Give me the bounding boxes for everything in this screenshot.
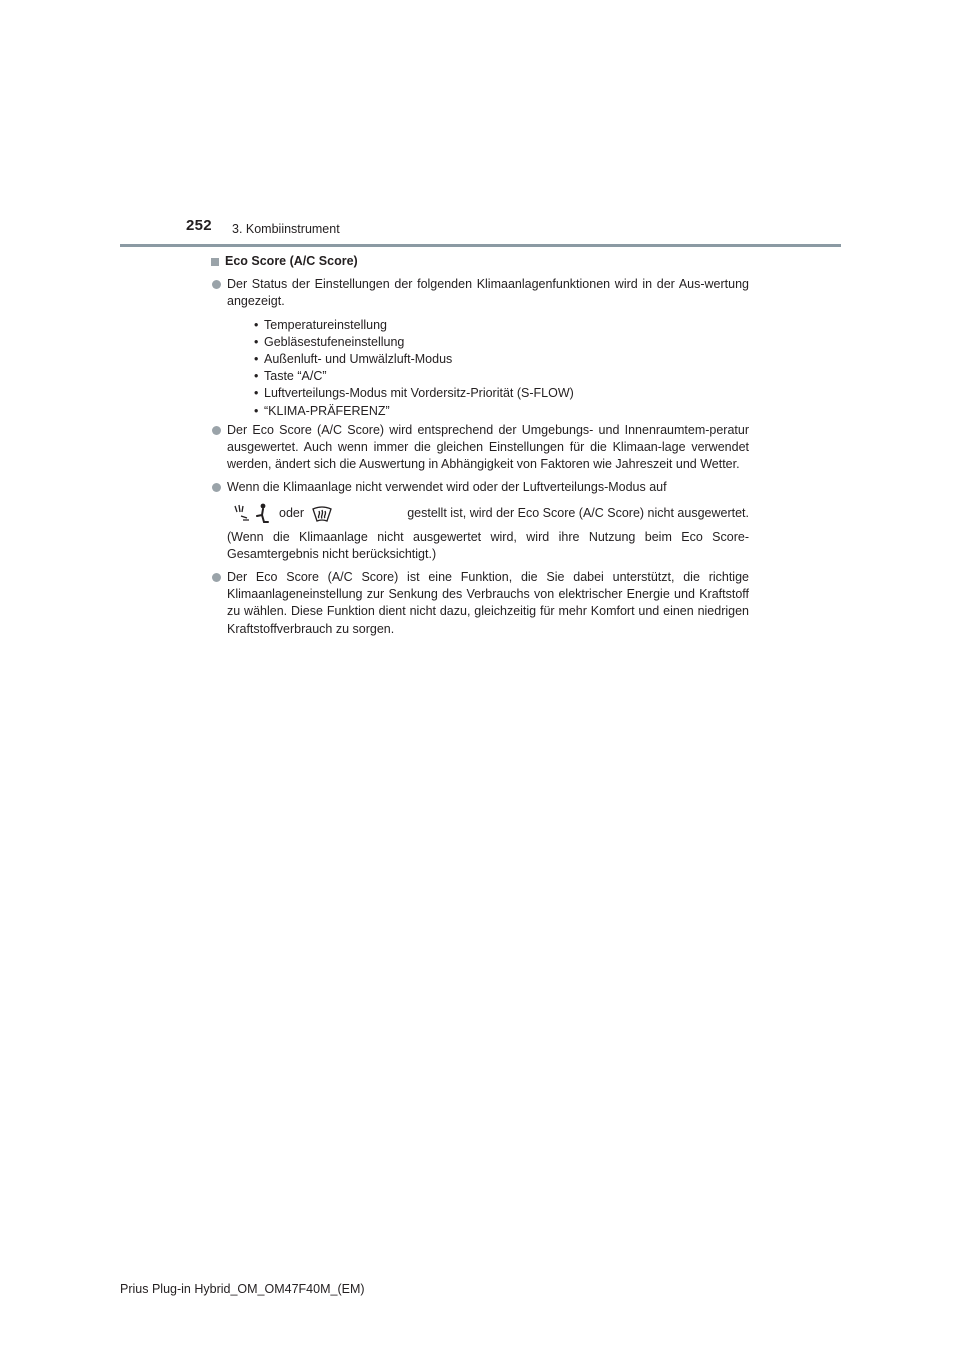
chapter-title: 3. Kombiinstrument [232, 222, 340, 236]
windshield-defrost-icon [310, 503, 334, 525]
round-bullet-icon [212, 483, 221, 492]
feature-item: • Temperatureinstellung [254, 317, 749, 334]
air-flow-face-feet-icon [227, 503, 273, 525]
item-text-tail: (Wenn die Klimaanlage nicht ausgewertet wird, wird ihre Nutzung beim Eco Score-Gesamtergebnis nicht berücksichtigt.) [227, 529, 749, 561]
item-text: Wenn die Klimaanlage nicht verwendet wird oder der Luftverteilungs-Modus auf [227, 480, 667, 495]
round-bullet-icon [212, 280, 221, 289]
item-text-after: gestellt ist, wird der Eco Score (A/C Score) nicht ausgewertet. [407, 506, 749, 521]
square-bullet-icon [211, 258, 219, 266]
feature-list [227, 317, 749, 420]
item-text: Der Eco Score (A/C Score) wird entsprechend der Umgebungs- und Innenraumtem-peratur ausgewertet. Auch wenn immer die gleichen Einstellungen für die Klimaan-lage verwendet werden, ändert sich die Auswertung in Abhängigkeit von Faktoren wie Jahreszeit und Wetter. [227, 422, 749, 472]
document-id: Prius Plug-in Hybrid_OM_OM47F40M_(EM) [120, 1282, 365, 1296]
round-bullet-icon [212, 426, 221, 435]
list-item [211, 479, 749, 563]
item-text: Der Status der Einstellungen der folgenden Klimaanlagenfunktionen wird in der Aus-wertung angezeigt. [227, 277, 749, 309]
header-rule [120, 244, 841, 247]
content-body [211, 253, 749, 638]
list-item [211, 569, 749, 638]
list-item [211, 276, 749, 420]
icon-line [227, 502, 749, 526]
item-text: Der Eco Score (A/C Score) ist eine Funktion, die Sie dabei unterstützt, die richtige Klimaanlageneinstellung zur Senkung des Verbrauchs von elektrischer Energie und Kraftstoff zu wählen. Diese Funktion dient nicht dazu, gleichzeitig für mehr Komfort und einen niedrigen Kraftstoffverbrauch zu sorgen. [227, 570, 749, 636]
page-number: 252 [186, 217, 212, 234]
feature-item: • “KLIMA-PRÄFERENZ” [254, 403, 749, 420]
connector-text: oder [279, 506, 305, 521]
section-heading [211, 253, 749, 270]
feature-item: • Taste “A/C” [254, 368, 749, 385]
feature-item: • Außenluft- und Umwälzluft-Modus [254, 351, 749, 368]
list-item [211, 422, 749, 474]
section-title-text: Eco Score (A/C Score) [225, 254, 358, 268]
feature-item: • Gebläsestufeneinstellung [254, 334, 749, 351]
feature-item: • Luftverteilungs-Modus mit Vordersitz-Priorität (S-FLOW) [254, 385, 749, 402]
round-bullet-icon [212, 573, 221, 582]
